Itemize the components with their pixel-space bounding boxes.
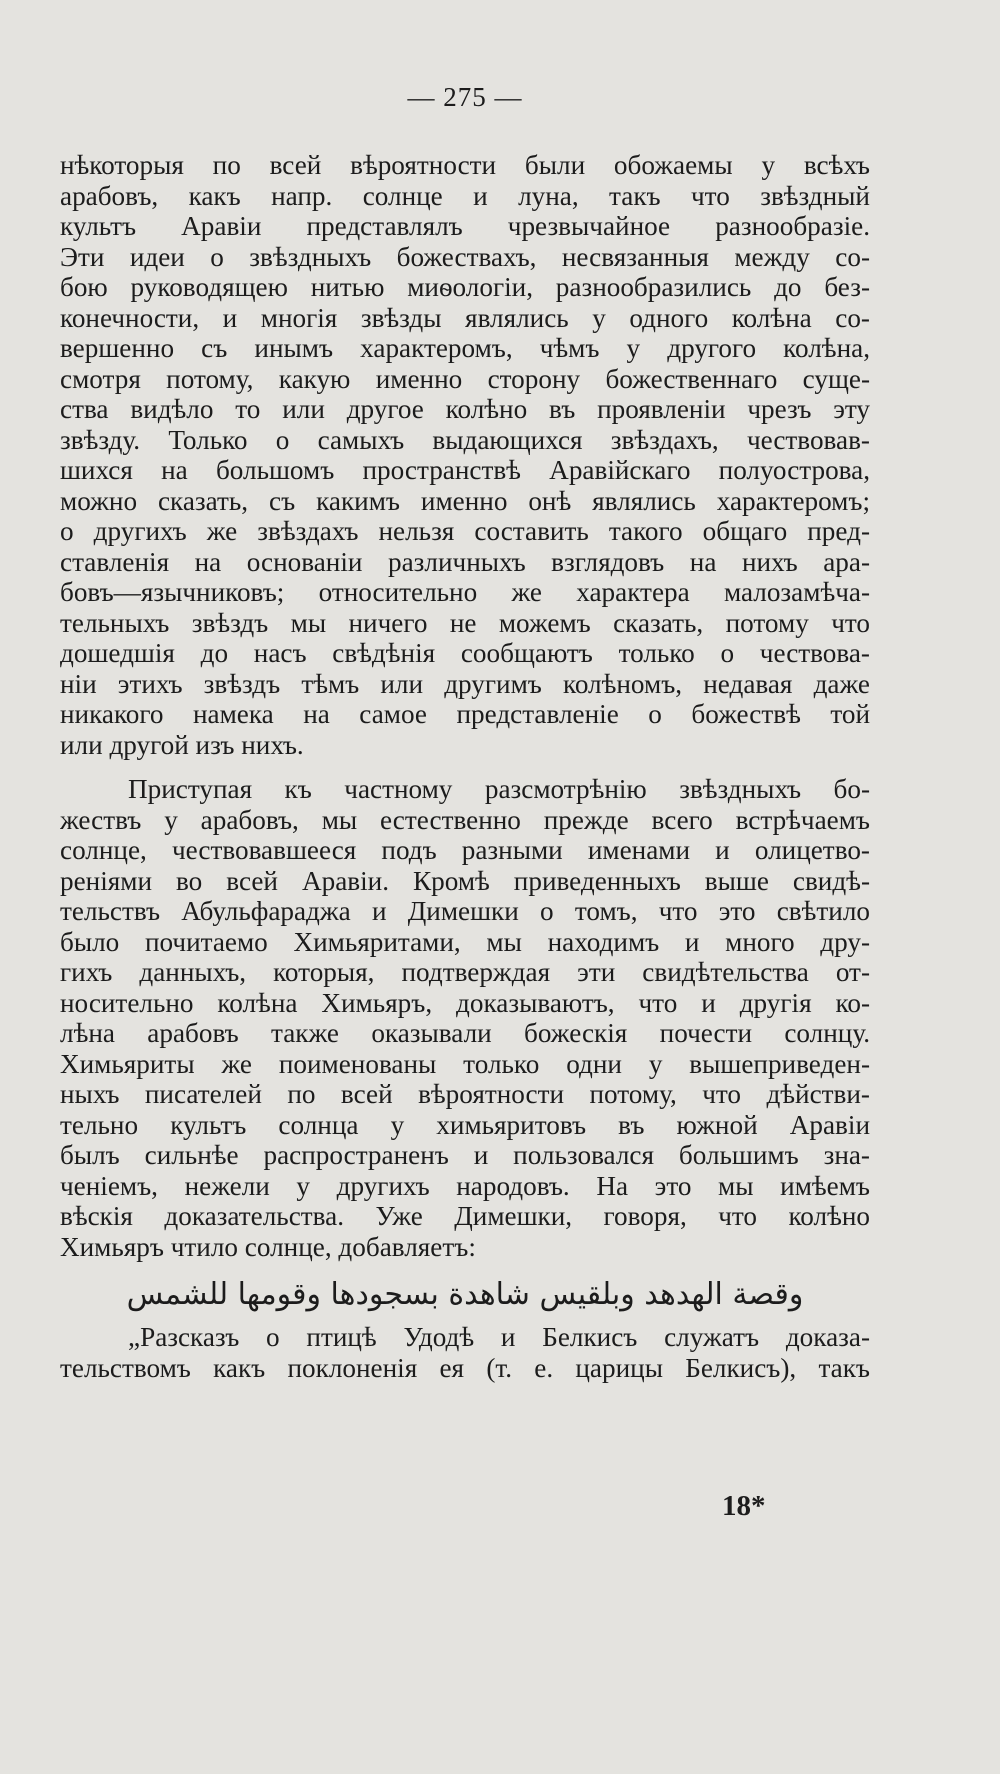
page-number: — 275 — (407, 82, 523, 112)
text-line: шихся на большомъ пространствѣ Аравійскаго полуострова, (60, 455, 870, 485)
text-line: ченіемъ, нежели у другихъ народовъ. На это мы имѣемъ (60, 1170, 870, 1201)
text-line: бовъ—язычниковъ; относительно же характера малозамѣча- (60, 577, 870, 607)
text-line: носительно колѣна Химьяръ, доказываютъ, что и другія ко- (60, 987, 870, 1018)
text-line: лѣна арабовъ также оказывали божескія почести солнцу. (60, 1018, 870, 1048)
text-line: конечности, и многія звѣзды являлись у одного колѣна со- (60, 302, 870, 333)
text-line: Химьяриты же поименованы только одни у вышеприведен- (60, 1048, 870, 1079)
text-line: тельно культъ солнца у химьяритовъ въ южной Аравіи (60, 1109, 870, 1140)
text-line: Эти идеи о звѣздныхъ божествахъ, несвязанныя между со- (60, 241, 870, 272)
text-line: тельныхъ звѣздъ мы ничего не можемъ сказать, потому что (60, 607, 870, 638)
text-line: о другихъ же звѣздахъ нельзя составить такого общаго пред- (60, 516, 870, 546)
text-line: „Разсказъ о птицѣ Удодѣ и Белкисъ служатъ доказа- (128, 1322, 870, 1352)
body-text (60, 150, 870, 1383)
text-line: смотря потому, какую именно сторону божественнаго суще- (60, 363, 870, 394)
arabic-quote: وقصة الهدهد وبلقيس شاهدة بسجودها وقومها للشمس (126, 1277, 804, 1312)
quote-translation (60, 1322, 870, 1383)
text-line: культъ Аравіи представлялъ чрезвычайное разнообразіе. (60, 211, 870, 241)
text-line: гихъ данныхъ, которыя, подтверждая эти свидѣтельства от- (60, 957, 870, 987)
text-line: тельствъ Абульфараджа и Димешки о томъ, что это свѣтило (60, 896, 870, 926)
text-line: ства видѣло то или другое колѣно въ проявленіи чрезъ эту (60, 394, 870, 424)
text-line: нѣкоторыя по всей вѣроятности были обожаемы у всѣхъ (60, 150, 870, 180)
text-line: Химьяръ чтило солнце, добавляетъ: (60, 1231, 476, 1262)
text-line: никакого намека на самое представленіе о божествѣ той (60, 699, 870, 729)
text-line: жествъ у арабовъ, мы естественно прежде всего встрѣчаемъ (60, 804, 870, 835)
signature-mark: 18* (722, 1490, 766, 1522)
paragraph-2 (60, 774, 870, 1262)
text-line: дошедшія до насъ свѣдѣнія сообщаютъ только о чествова- (60, 638, 870, 668)
text-line: реніями во всей Аравіи. Кромѣ приведенныхъ выше свидѣ- (60, 865, 870, 896)
text-line: бою руководящею нитью миѳологіи, разнообразились до без- (60, 272, 870, 302)
text-line: Приступая къ частному разсмотрѣнію звѣздныхъ бо- (128, 774, 870, 804)
text-line: ныхъ писателей по всей вѣроятности потому, что дѣйстви- (60, 1079, 870, 1109)
text-line: солнце, чествовавшееся подъ разными именами и олицетво- (60, 835, 870, 865)
text-line: ставленія на основаніи различныхъ взглядовъ на нихъ ара- (60, 546, 870, 577)
text-line: ніи этихъ звѣздъ тѣмъ или другимъ колѣномъ, недавая даже (60, 668, 870, 699)
text-line: вѣскія доказательства. Уже Димешки, говоря, что колѣно (60, 1201, 870, 1231)
text-line: вершенно съ инымъ характеромъ, чѣмъ у другого колѣна, (60, 333, 870, 363)
text-line: было почитаемо Химьяритами, мы находимъ и много дру- (60, 926, 870, 957)
text-line: арабовъ, какъ напр. солнце и луна, такъ что звѣздный (60, 180, 870, 211)
paragraph-gap (60, 760, 870, 774)
paragraph-1 (60, 150, 870, 760)
text-line: тельствомъ какъ поклоненія ея (т. е. царицы Белкисъ), такъ (60, 1352, 870, 1383)
text-line: можно сказать, съ какимъ именно онѣ являлись характеромъ; (60, 485, 870, 516)
text-line: или другой изъ нихъ. (60, 729, 304, 760)
text-line: звѣзду. Только о самыхъ выдающихся звѣздахъ, чествовав- (60, 424, 870, 455)
text-line: былъ сильнѣе распространенъ и пользовался большимъ зна- (60, 1140, 870, 1170)
